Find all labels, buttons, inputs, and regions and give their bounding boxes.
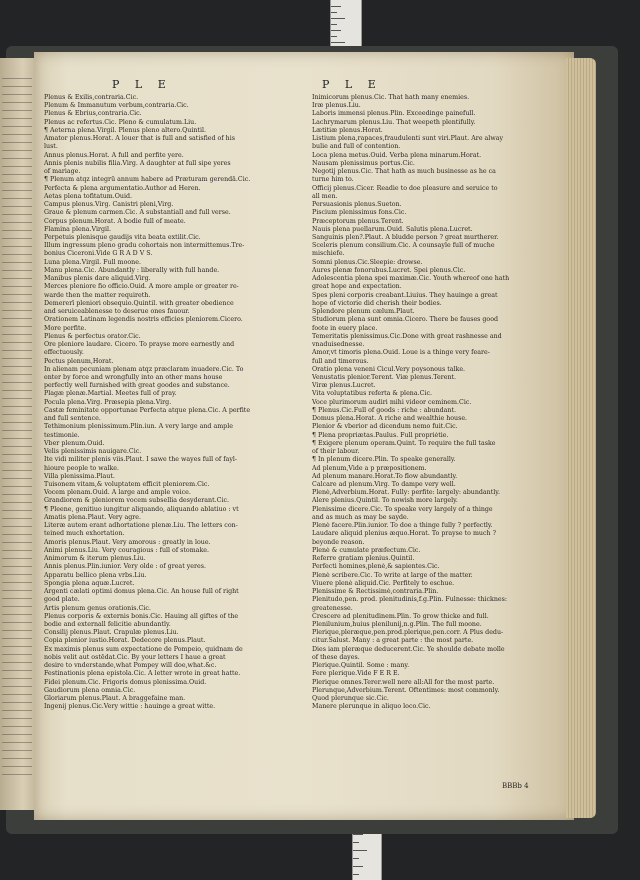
entry-line: Fere plerique.Vide F E R E. bbox=[312, 670, 400, 678]
entry-line: Amatis plena.Plaut. Very agre. bbox=[44, 513, 142, 521]
entry-line: Officij plenus.Cicer. Readie to doe pleasure and seruice to bbox=[312, 184, 498, 192]
entry-line: Amator plenus.Horat. A louer that is full and satisfied of his bbox=[44, 135, 235, 143]
entry-line: testimonie. bbox=[44, 431, 80, 439]
entry-line: Spes pleni corporis creabant.Liuius. They hauinge a great bbox=[312, 291, 498, 299]
entry-line: Venustatis plenior.Terent. Viæ plenus.Terent. bbox=[312, 373, 457, 381]
entry-line: Velis plenissimis nauigare.Cic. bbox=[44, 448, 142, 456]
entry-line: Manibus plenis dare aliquid.Virg. bbox=[44, 275, 151, 283]
entry-line: enter by force and wrongfully into an other mans house bbox=[44, 373, 223, 381]
entry-line: desire to vnderstande,what Pompey will doe,what.&c. bbox=[44, 662, 217, 670]
entry-line: of mariage. bbox=[44, 168, 81, 176]
entry-line: Piscium plenissimus fons.Cic. bbox=[312, 209, 407, 217]
entry-line: Orationem Latinam legendis nostris efficies pleniorem.Cicero. bbox=[44, 316, 243, 324]
entry-line: Præceptorum plenus.Terent. bbox=[312, 217, 404, 225]
entry-line: Tuisonem vitam,& voluptatem efficit pleniorem.Cic. bbox=[44, 481, 210, 489]
entry-line: Temeritatis plenissimus.Cic.Done with great rashnesse and bbox=[312, 332, 502, 340]
entry-line: Artis plenum genus orationis.Cic. bbox=[44, 604, 151, 612]
entry-line: Manu plena.Cic. Abundantly : liberally with full hande. bbox=[44, 266, 220, 274]
entry-line: Perfecti homines,plenè,& sapientes.Cic. bbox=[312, 563, 440, 571]
entry-line: Castæ feminitate opportunae Perfecta atque plena.Cic. A perfite bbox=[44, 406, 251, 414]
entry-line: perfectly well furnished with great goodes and substance. bbox=[44, 382, 230, 390]
entry-line: Splendore plenum cælum.Plaut. bbox=[312, 308, 415, 316]
entry-line: Pocula plena.Virg. Præsepia plena.Virg. bbox=[44, 398, 172, 406]
entry-line: good plate. bbox=[44, 596, 80, 604]
entry-line: ¶ Plenum atqz integrū annum habere ad Præturam gerendā.Cic. bbox=[44, 176, 251, 184]
entry-line: citur.Salust. Many : a great parte : the most parte. bbox=[312, 637, 474, 645]
entry-line: beyonde reason. bbox=[312, 538, 365, 546]
entry-line: Perfecta & plena argumentatio.Author ad Heren. bbox=[44, 184, 201, 192]
entry-line: Aures plenæ fonorubus.Lucret. Spei plenus.Cic. bbox=[312, 266, 466, 274]
entry-line: Somni plenus.Cic.Sleepie: drowse. bbox=[312, 258, 423, 266]
entry-line: Plenè & cumulate præfectum.Cic. bbox=[312, 546, 421, 554]
entry-line: nobis velit aut ostēdat.Cic. By your letters I haue a great bbox=[44, 653, 226, 661]
entry-line: vnaduisednesse. bbox=[312, 341, 365, 349]
entry-line: Spongia plena aquæ.Lucret. bbox=[44, 579, 135, 587]
dictionary-column-left bbox=[44, 94, 300, 712]
entry-line: Demererī pleniori obsequio.Quintil. with greater obedience bbox=[44, 299, 234, 307]
entry-line: Ite vidi militer plenis viis.Plaut. I sawe the wayes full of fayl- bbox=[44, 456, 238, 464]
entry-line: Plerique omnes.Terer.well nere all:All for the most parte. bbox=[312, 678, 495, 686]
entry-line: Consilij plenus.Plaut. Crapulæ plenus.Liu. bbox=[44, 629, 179, 637]
entry-line: Listium plena,rapaces,fraudulenti sunt viri.Plaut. Are alway bbox=[312, 135, 504, 143]
ruler-bottom bbox=[352, 826, 382, 880]
entry-line: Vber plenum.Ouid. bbox=[44, 439, 105, 447]
entry-line: Plenus & perfectus orator.Cic. bbox=[44, 332, 141, 340]
entry-line: Festinationis plena epistola.Cic. A letter wrote in great hatte. bbox=[44, 670, 241, 678]
entry-line: Ore pleniore laudare. Cicero. To prayse more earnestly and bbox=[44, 341, 235, 349]
entry-line: all men. bbox=[312, 192, 338, 200]
entry-line: Plenissime dicere.Cic. To speake very largely of a thinge bbox=[312, 505, 493, 513]
entry-line: effectuously. bbox=[44, 349, 84, 357]
entry-line: Annis plenus.Plin.iunior. Very olde : of great yeres. bbox=[44, 563, 206, 571]
entry-line: ¶ Pleene, genitiuo iungitur aliquando, aliquando ablatiuo : vt bbox=[44, 505, 239, 513]
entry-line: teined much exhortation. bbox=[44, 530, 125, 538]
entry-line: Laboris immensi plenus.Plin. Exceedinge painefull. bbox=[312, 110, 476, 118]
entry-line: Plenus & Ebrius,contraria.Cic. bbox=[44, 110, 142, 118]
entry-line: Plenè,Adverbium.Horat. Fully: perfite: largely: abundantly. bbox=[312, 489, 500, 497]
entry-line: Voce plurimorum audiri mihi videor ceminem.Cic. bbox=[312, 398, 472, 406]
entry-line: foote in euery place. bbox=[312, 324, 378, 332]
entry-line: Sanguinis plen?.Plaut. A bludde person ? great murtherer. bbox=[312, 233, 499, 241]
entry-line: Annis plenis nubilis filia.Virg. A daughter at full sipe yeres bbox=[44, 159, 231, 167]
entry-line: Persuasionis plenus.Sueton. bbox=[312, 201, 402, 209]
left-page-edge bbox=[0, 58, 38, 810]
entry-line: Plenissime & Rectissimè,contraria.Plin. bbox=[312, 588, 439, 596]
entry-line: Grandiorem & pleniorem vocem subsellia desyderant.Cic. bbox=[44, 497, 230, 505]
entry-line: Plenus ac refertus.Cic. Pleno & cumulatum.Liu. bbox=[44, 118, 197, 126]
entry-line: Perpetuis plenisque gaudijs vita beata extilit.Cic. bbox=[44, 233, 201, 241]
entry-line: Ad plenum manare.Horat.To flow abundantly. bbox=[312, 472, 458, 480]
entry-line: Plerique,pleræque,pen.prod.plerique,pen.corr. A Plus dedu- bbox=[312, 629, 504, 637]
entry-line: Copia plenior iustio.Horat. Dedecore plenus.Plaut. bbox=[44, 637, 206, 645]
entry-line: Apparatu bellico plena vrbs.Liu. bbox=[44, 571, 147, 579]
entry-line: Tethimonium plenissimum.Plin.iun. A very large and ample bbox=[44, 423, 233, 431]
entry-line: Quod plerunque sic.Cic. bbox=[312, 695, 389, 703]
running-header-right: P L E bbox=[322, 78, 382, 91]
entry-line: lust. bbox=[44, 143, 58, 151]
entry-line: More perfite. bbox=[44, 324, 87, 332]
entry-line: Adolescentia plena spei maximæ.Cic. Youth whereof one hath bbox=[312, 275, 510, 283]
entry-line: greatenesse. bbox=[312, 604, 353, 612]
entry-line: Plenus & Exilis,contraria.Cic. bbox=[44, 94, 139, 101]
entry-line: Animorum & iterum plenus.Liu. bbox=[44, 555, 146, 563]
entry-line: Plenus corporis & externis bonis.Cic. Hauing all giftes of the bbox=[44, 612, 239, 620]
entry-line: Alere plenius.Quintil. To nowish more largely. bbox=[312, 497, 458, 505]
entry-line: Plenè facere.Plin.iunior. To doe a thinge fully ? perfectly. bbox=[312, 522, 493, 530]
entry-line: Corpus plenum.Horat. A bodie full of meate. bbox=[44, 217, 186, 225]
entry-line: Plerique.Quintil. Some : many. bbox=[312, 662, 410, 670]
entry-line: of their labour. bbox=[312, 448, 360, 456]
entry-line: Ex maximis plenus sum expectatione de Pompeio, quidnam de bbox=[44, 645, 243, 653]
entry-line: Villa plenissima.Plaut. bbox=[44, 472, 115, 480]
entry-line: mischiefe. bbox=[312, 250, 345, 258]
entry-line: ¶ In plenum dicere.Plin. To speake generally. bbox=[312, 456, 456, 464]
entry-line: Vocem plenam.Ouid. A large and ample voice. bbox=[44, 489, 191, 497]
entry-line: Inimicorum plenus.Cic. That hath many enemies. bbox=[312, 94, 470, 101]
entry-line: Manere plerunque in aliquo loco.Cic. bbox=[312, 703, 431, 711]
entry-line: Negotij plenus.Cic. That hath as much businesse as he ca bbox=[312, 168, 496, 176]
ruler-top bbox=[330, 0, 362, 48]
entry-line: and as much as may be sayde. bbox=[312, 513, 409, 521]
entry-line: Fidei plenum.Cic. Frigoris domus plenissima.Ouid. bbox=[44, 678, 207, 686]
entry-line: Dies iam pleræque deducerent.Cic. Ye shoulde debate molle bbox=[312, 645, 505, 653]
entry-line: great hope and expectation. bbox=[312, 283, 402, 291]
entry-line: Calcare ad plenum.Virg. To dampe very well. bbox=[312, 481, 456, 489]
dictionary-column-right bbox=[312, 94, 574, 712]
entry-line: and seruiceablenesse to deserue ones fauour. bbox=[44, 308, 190, 316]
entry-line: Viræ plenus.Lucret. bbox=[312, 382, 376, 390]
entry-line: Merces pleniore fio officio.Ouid. A more ample or greater re- bbox=[44, 283, 239, 291]
entry-line: Argenti cælati optimi domus plena.Cic. An house full of right bbox=[44, 588, 239, 596]
entry-line: Sceleris plenum consilium.Cic. A counsayle full of muche bbox=[312, 242, 495, 250]
entry-line: Oratio plena veneni Cicul.Very poysonous talke. bbox=[312, 365, 466, 373]
entry-line: Nauis plena puellarum.Ouid. Salutis plena.Lucret. bbox=[312, 225, 473, 233]
entry-line: full and timerous. bbox=[312, 357, 369, 365]
entry-line: hioure people to walke. bbox=[44, 464, 119, 472]
entry-line: Plagæ plenæ.Martial. Meetes full of pray. bbox=[44, 390, 177, 398]
entry-line: Literæ autem erant adhortatione plenæ.Liu. The letters con- bbox=[44, 522, 238, 530]
entry-line: hope of victorie did cherish their bodies. bbox=[312, 299, 442, 307]
entry-line: In alienam pecuniam plenam atqz præclaram inuadere.Cic. To bbox=[44, 365, 244, 373]
entry-line: Domus plena.Horat. A riche and wealthie house. bbox=[312, 415, 468, 423]
entry-line: Graue & plenum carmen.Cic. A substantiall and full verse. bbox=[44, 209, 231, 217]
entry-line: Ingenij plenus.Cic.Very wittie : hauinge a great witte. bbox=[44, 703, 216, 711]
entry-line: of these dayes. bbox=[312, 653, 360, 661]
entry-line: Plenè scribere.Cic. To write at large of the matter. bbox=[312, 571, 473, 579]
entry-line: Loca plena metus.Ouid. Verba plena minarum.Horat. bbox=[312, 151, 482, 159]
entry-line: bodie and externall felicitie abundantly. bbox=[44, 621, 171, 628]
entry-line: Plerunque,Adverbium.Terent. Oftentimes: most commonly. bbox=[312, 686, 500, 694]
entry-line: Studiorum plena sunt omnia.Cicero. There be fauses good bbox=[312, 316, 499, 324]
entry-line: Flamina plena.Virgil. bbox=[44, 225, 112, 233]
entry-line: and full sentence. bbox=[44, 415, 101, 423]
entry-line: Campus plenus.Virg. Canistri pleni,Virg. bbox=[44, 201, 174, 209]
entry-line: Gaudiorum plena omnia.Cic. bbox=[44, 686, 136, 694]
entry-line: warde then the matter requireth. bbox=[44, 291, 151, 299]
entry-line: Referre gratiam plenius.Quintil. bbox=[312, 555, 415, 563]
entry-line: Aetas plena tofitatum.Ouid. bbox=[44, 192, 133, 200]
entry-line: Crescere ad plenitudinem.Plin. To grow thicke and full. bbox=[312, 612, 489, 620]
entry-line: bulie and full of contention. bbox=[312, 143, 401, 151]
running-header-left: P L E bbox=[112, 78, 172, 91]
entry-line: Plenum & Immanutum verbum,contraria.Cic. bbox=[44, 102, 189, 110]
entry-line: Plenitudo,pen. prod. plenitudinis,f.g.Plin. Fulnesse: thicknes: bbox=[312, 596, 507, 604]
entry-line: Animi plenus.Liu. Very couragious : full of stomake. bbox=[44, 546, 209, 554]
entry-line: Lachrymarum plenus.Liu. That weepeth plentifully. bbox=[312, 118, 476, 126]
entry-line: Pectus plenum,Horat. bbox=[44, 357, 114, 365]
entry-line: Ad plenum,Vide a p præpositionem. bbox=[312, 464, 427, 472]
entry-line: Lætitiæ plenus.Horat. bbox=[312, 126, 383, 134]
entry-line: ¶ Plena propriætas.Paulus. Full propriétie. bbox=[312, 431, 449, 439]
signature-mark: BBBb 4 bbox=[502, 782, 529, 790]
entry-line: Viuere plenè aliquid.Cic. Perfitely to eschue. bbox=[312, 579, 455, 587]
entry-line: Luna plena.Virgil. Full moone. bbox=[44, 258, 141, 266]
entry-line: Illum ingressum pleno gradu cohortais non intermittemus.Tre- bbox=[44, 242, 245, 250]
entry-line: Iræ plenus.Liu. bbox=[312, 102, 361, 110]
entry-line: Gloriarum plenus.Plaut. A braggefaine man. bbox=[44, 695, 186, 703]
entry-line: turne him to. bbox=[312, 176, 354, 184]
entry-line: Amor,vt timoris plena.Ouid. Loue is a thinge very feare- bbox=[312, 349, 490, 357]
entry-line: Nausam plenissimus portus.Cic. bbox=[312, 159, 415, 167]
entry-line: ¶ Exigere plenum operam.Quint. To require the full taske bbox=[312, 439, 496, 447]
entry-line: ¶ Plenus.Cic.Full of goods : riche : abundant. bbox=[312, 406, 456, 414]
entry-line: ¶ Aeterna plena.Virgil. Plenus pleno altero.Quintil. bbox=[44, 126, 206, 134]
entry-line: Amoris plenus.Plaut. Very amorous : greatly in loue. bbox=[44, 538, 211, 546]
entry-line: Laudare aliquid plenius æquo.Horat. To prayse to much ? bbox=[312, 530, 496, 538]
entry-line: Annus plenus.Horat. A full and perfite yere. bbox=[44, 151, 184, 159]
entry-line: Plenilunium,huius plenilunij,n.g.Plin. The full moone. bbox=[312, 621, 482, 628]
entry-line: Vita voluptatibus referta & plena.Cic. bbox=[312, 390, 432, 398]
entry-line: bonius Ciceroni.Vide G R A D V S. bbox=[44, 250, 153, 258]
entry-line: Plenior & vberior ad dicendum nemo fuit.Cic. bbox=[312, 423, 458, 431]
